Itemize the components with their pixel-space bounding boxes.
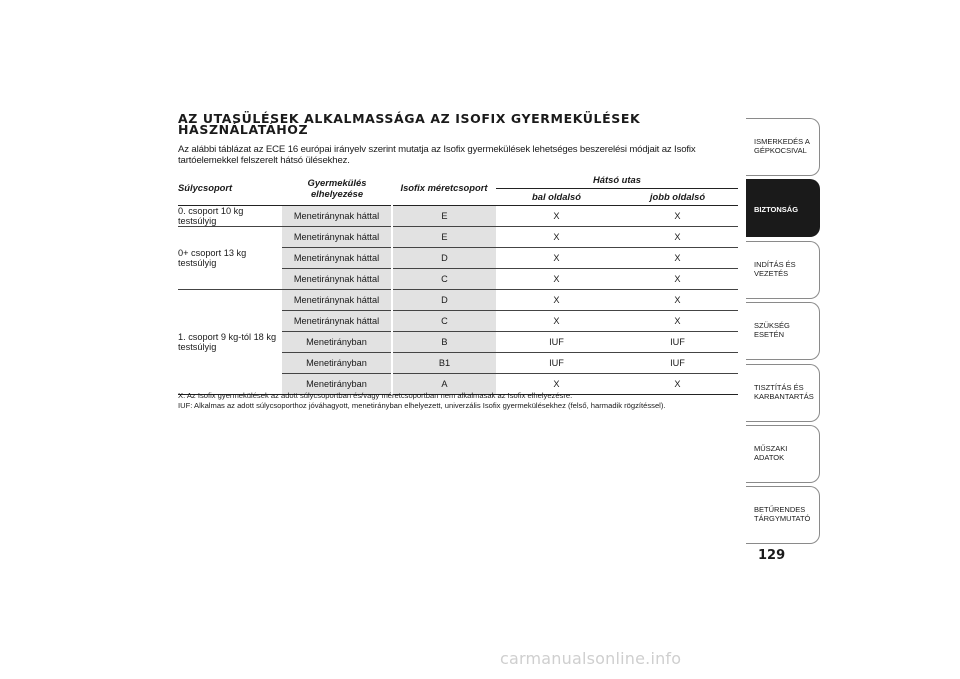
- chapter-tabs: [746, 118, 820, 548]
- table-row: [178, 290, 738, 311]
- size-class-cell: D: [392, 248, 496, 269]
- size-class-cell: A: [392, 374, 496, 395]
- tab-label: MŰSZAKI ADATOK: [754, 443, 788, 462]
- orientation-cell: Menetiránynak háttal: [282, 269, 392, 290]
- tab-biztonsag[interactable]: [746, 179, 820, 237]
- watermark: carmanualsonline.info: [500, 649, 682, 668]
- weight-group-label: 1. csoport 9 kg-tól 18 kg testsúlyig: [178, 290, 282, 395]
- right-side-cell: X: [617, 227, 738, 248]
- header-rear-passenger: Hátsó utas: [593, 173, 641, 185]
- left-side-cell: X: [496, 227, 617, 248]
- right-side-cell: X: [617, 290, 738, 311]
- right-side-cell: X: [617, 206, 738, 227]
- tab-label: TISZTÍTÁS ÉS KARBANTARTÁS: [754, 382, 814, 401]
- table-footnotes: [178, 391, 748, 411]
- table-row: [178, 206, 738, 227]
- size-class-cell: E: [392, 227, 496, 248]
- left-side-cell: X: [496, 206, 617, 227]
- left-side-cell: X: [496, 290, 617, 311]
- right-side-cell: IUF: [617, 332, 738, 353]
- size-class-cell: E: [392, 206, 496, 227]
- weight-group-label: 0+ csoport 13 kg testsúlyig: [178, 227, 282, 290]
- tab-szukseg-eseten[interactable]: [746, 302, 820, 360]
- footnote-x: X: Az Isofix gyermekülések az adott súlycsoportban és/vagy méretcsoportban nem alkalmasak az Isofix elhelyezésre.: [178, 391, 573, 400]
- right-side-cell: X: [617, 311, 738, 332]
- right-side-cell: IUF: [617, 353, 738, 374]
- size-class-cell: C: [392, 311, 496, 332]
- orientation-cell: Menetirányban: [282, 374, 392, 395]
- left-side-cell: X: [496, 248, 617, 269]
- size-class-cell: C: [392, 269, 496, 290]
- tab-label: ISMERKEDÉS A GÉPKOCSIVAL: [754, 137, 810, 155]
- size-class-cell: B: [392, 332, 496, 353]
- table-row: [178, 227, 738, 248]
- left-side-cell: X: [496, 269, 617, 290]
- page-title: AZ UTASÜLÉSEK ALKALMASSÁGA AZ ISOFIX GYERMEKÜLÉSEK HASZNÁLATÁHOZ: [178, 111, 641, 137]
- right-side-cell: X: [617, 269, 738, 290]
- right-side-cell: X: [617, 374, 738, 395]
- left-side-cell: IUF: [496, 332, 617, 353]
- tab-label: SZÜKSÉG ESETÉN: [754, 321, 790, 340]
- left-side-cell: IUF: [496, 353, 617, 374]
- tab-muszaki-adatok[interactable]: [746, 425, 820, 483]
- header-weight-group: Súlycsoport: [178, 182, 233, 194]
- orientation-cell: Menetiránynak háttal: [282, 206, 392, 227]
- isofix-suitability-table: [178, 172, 738, 395]
- tab-label: INDÍTÁS ÉS VEZETÉS: [754, 259, 796, 278]
- orientation-cell: Menetiránynak háttal: [282, 290, 392, 311]
- intro-paragraph: Az alábbi táblázat az ECE 16 európai irányelv szerint mutatja az Isofix gyermekülések lehetséges beszerelési módjait az Isofix tartóelemekkel felszerelt hátsó ülésekhez.: [178, 144, 696, 166]
- right-side-cell: X: [617, 248, 738, 269]
- tab-tisztitas[interactable]: [746, 364, 820, 422]
- left-side-cell: X: [496, 311, 617, 332]
- footnote-iuf: IUF: Alkalmas az adott súlycsoporthoz jóváhagyott, menetirányban elhelyezett, univerzális Isofix gyermekülésekhez (felső, harmadik rögzítéssel).: [178, 401, 666, 410]
- left-side-cell: X: [496, 374, 617, 395]
- orientation-cell: Menetirányban: [282, 332, 392, 353]
- size-class-cell: D: [392, 290, 496, 311]
- orientation-cell: Menetiránynak háttal: [282, 227, 392, 248]
- header-orientation: Gyermekülés elhelyezése: [307, 177, 367, 199]
- orientation-cell: Menetiránynak háttal: [282, 311, 392, 332]
- page-number: 129: [758, 548, 786, 563]
- orientation-cell: Menetirányban: [282, 353, 392, 374]
- header-left-side: bal oldalsó: [496, 189, 617, 206]
- size-class-cell: B1: [392, 353, 496, 374]
- tab-label: BIZTONSÁG: [754, 205, 799, 215]
- tab-targymutato[interactable]: [746, 486, 820, 544]
- header-size-class: Isofix méretcsoport: [400, 182, 488, 194]
- weight-group-label: 0. csoport 10 kg testsúlyig: [178, 206, 282, 227]
- orientation-cell: Menetiránynak háttal: [282, 248, 392, 269]
- tab-inditas-es-vezetes[interactable]: [746, 241, 820, 299]
- header-right-side: jobb oldalsó: [617, 189, 738, 206]
- tab-label: BETŰRENDES TÁRGYMUTATÓ: [754, 505, 811, 524]
- tab-ismerkedes[interactable]: [746, 118, 820, 176]
